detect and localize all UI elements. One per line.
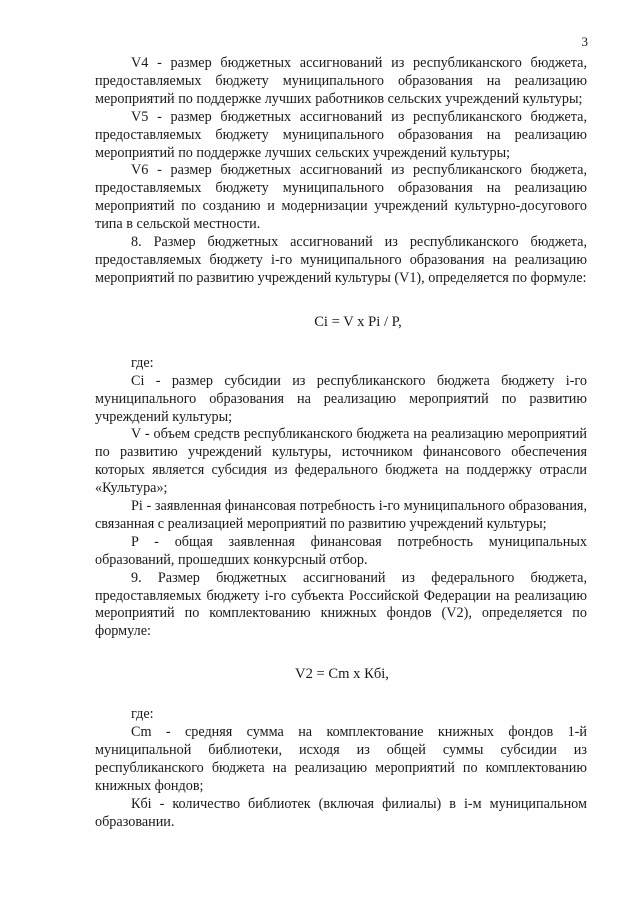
paragraph-v4-definition: V4 - размер бюджетных ассигнований из республиканского бюджета, предоставляемых бюджету муниципального образования на реализацию мероприятий по поддержке лучших работников сельских учреждений культуры; [95, 55, 587, 107]
paragraph-p-definition: P - общая заявленная финансовая потребность муниципальных образований, прошедших конкурсный отбор. [95, 533, 587, 568]
formula-ci: Ci = V x Pi / P, [314, 313, 402, 330]
paragraph-kbi-definition: Кбi - количество библиотек (включая филиалы) в i-м муниципальном образовании. [95, 795, 587, 830]
where-label-2: где: [131, 706, 154, 723]
formula-v2: V2 = Cm x Кбi, [295, 666, 389, 683]
paragraph-v-definition: V - объем средств республиканского бюджета на реализацию мероприятий по развитию учреждений культуры, источником финансового обеспечения которых является субсидия из федерального бюджета на поддержку отрасли «Культура»; [95, 426, 587, 497]
paragraph-v6-definition: V6 - размер бюджетных ассигнований из республиканского бюджета, предоставляемых бюджету муниципального образования на реализацию мероприятий по созданию и модернизации учреждений культурно-досугового типа в сельской местности. [95, 162, 587, 233]
paragraph-item-9: 9. Размер бюджетных ассигнований из федерального бюджета, предоставляемых бюджету i-го субъекта Российской Федерации на реализацию мероприятий по комплектованию книжных фондов (V2), определяется по формуле: [95, 569, 587, 640]
paragraph-ci-definition: Ci - размер субсидии из республиканского бюджета бюджету i-го муниципального образования на реализацию мероприятий по развитию учреждений культуры; [95, 372, 587, 425]
paragraph-v5-definition: V5 - размер бюджетных ассигнований из республиканского бюджета, предоставляемых бюджету муниципального образования на реализацию мероприятий по поддержке лучших сельских учреждений культуры; [95, 108, 587, 161]
paragraph-pi-definition: Pi - заявленная финансовая потребность i-го муниципального образования, связанная с реализацией мероприятий по развитию учреждений культуры; [95, 498, 587, 532]
paragraph-item-8: 8. Размер бюджетных ассигнований из республиканского бюджета, предоставляемых бюджету i-го муниципального образования на реализацию мероприятий по развитию учреждений культуры (V1), определяется по формуле: [95, 234, 587, 286]
paragraph-cm-definition: Cm - средняя сумма на комплектование книжных фондов 1-й муниципальной библиотеки, исходя из общей суммы субсидии из республиканского бюджета на реализацию мероприятий по комплектованию книжных фондов; [95, 724, 587, 794]
document-body [95, 55, 587, 832]
where-label-1: где: [131, 354, 154, 371]
page-number: 3 [581, 34, 588, 49]
